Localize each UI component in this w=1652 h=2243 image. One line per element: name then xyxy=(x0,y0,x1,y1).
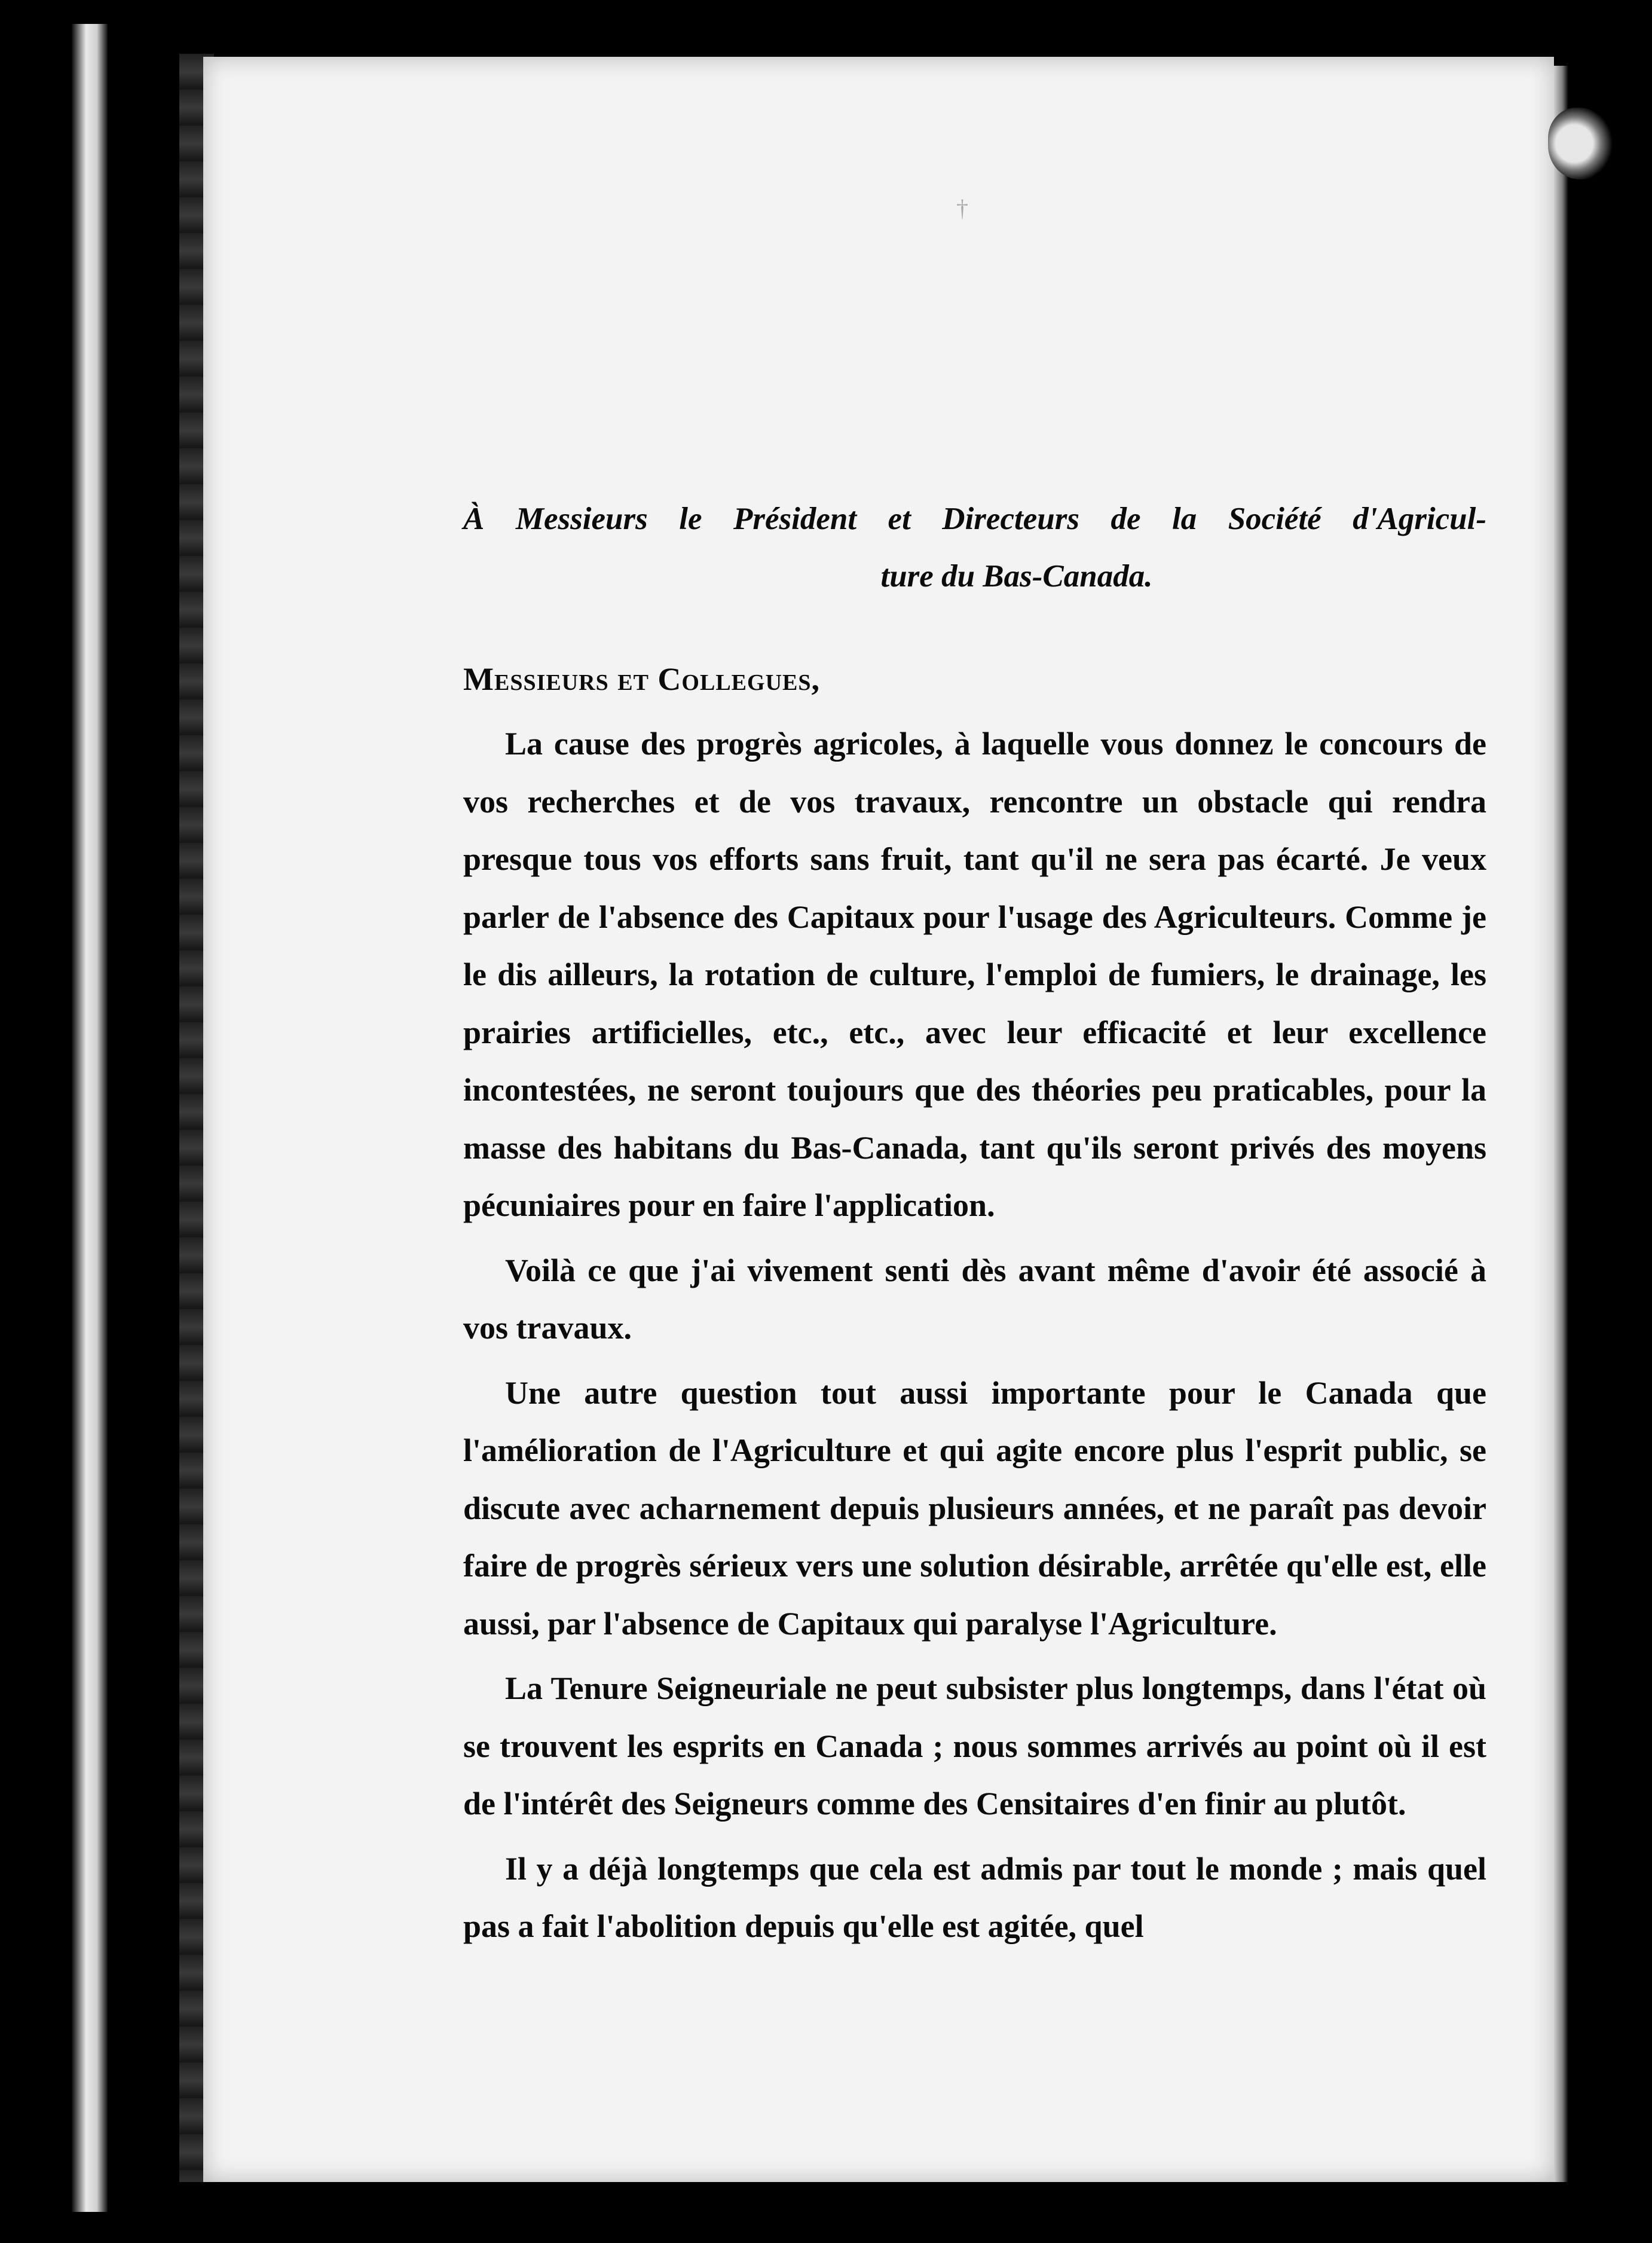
bleed-through-page-mark: † xyxy=(956,195,968,222)
heading-line-1: À Messieurs le Président et Directeurs de la Société d'Agricul- xyxy=(463,502,1486,536)
binding-spine xyxy=(72,24,108,2212)
heading-line-2: ture du Bas-Canada. xyxy=(880,559,1153,594)
letter-heading xyxy=(463,490,1486,605)
salutation: Messieurs et Collegues, xyxy=(463,661,820,697)
paragraph-felt-before: Voilà ce que j'ai vivement senti dès avant même d'avoir été associé à vos travaux. xyxy=(463,1252,1486,1346)
paragraph-seigneurial-tenure: La Tenure Seigneuriale ne peut subsister plus longtemps, dans l'état où se trouvent les esprits en Canada ; nous sommes arrivés au point où il est de l'intérêt des Seigneurs comme des Censitaires d'en finir au plutôt. xyxy=(463,1670,1486,1822)
paragraph-capital-absence: La cause des progrès agricoles, à laquelle vous donnez le concours de vos recherches et de vos travaux, rencontre un obstacle qui rendra presque tous vos efforts sans fruit, tant qu'il ne sera pas écarté. Je veux parler de l'absence des Capitaux pour l'usage des Agriculteurs. Comme je le dis ailleurs, la rotation de culture, l'emploi de fumiers, le drainage, les prairies artificielles, etc., etc., avec leur efficacité et leur excellence incontestées, ne seront toujours que des théories peu praticables, pour la masse des habitans du Bas-Canada, tant qu'ils seront privés des moyens pécuniaires pour en faire l'application. xyxy=(463,726,1486,1223)
torn-paper-fragment xyxy=(1548,108,1614,179)
paragraph-other-question: Une autre question tout aussi importante pour le Canada que l'amélioration de l'Agriculture et qui agite encore plus l'esprit public, se discute avec acharnement depuis plusieurs années, et ne paraît pas devoir faire de progrès sérieux vers une solution désirable, arrêtée qu'elle est, elle aussi, par l'absence de Capitaux qui paralyse l'Agriculture. xyxy=(463,1374,1486,1642)
page-edge-shadow xyxy=(1554,66,1568,2182)
paragraph-long-admitted: Il y a déjà longtemps que cela est admis par tout le monde ; mais quel pas a fait l'abolition depuis qu'elle est agitée, quel xyxy=(463,1850,1486,1944)
letter-text-block xyxy=(463,490,1486,1955)
